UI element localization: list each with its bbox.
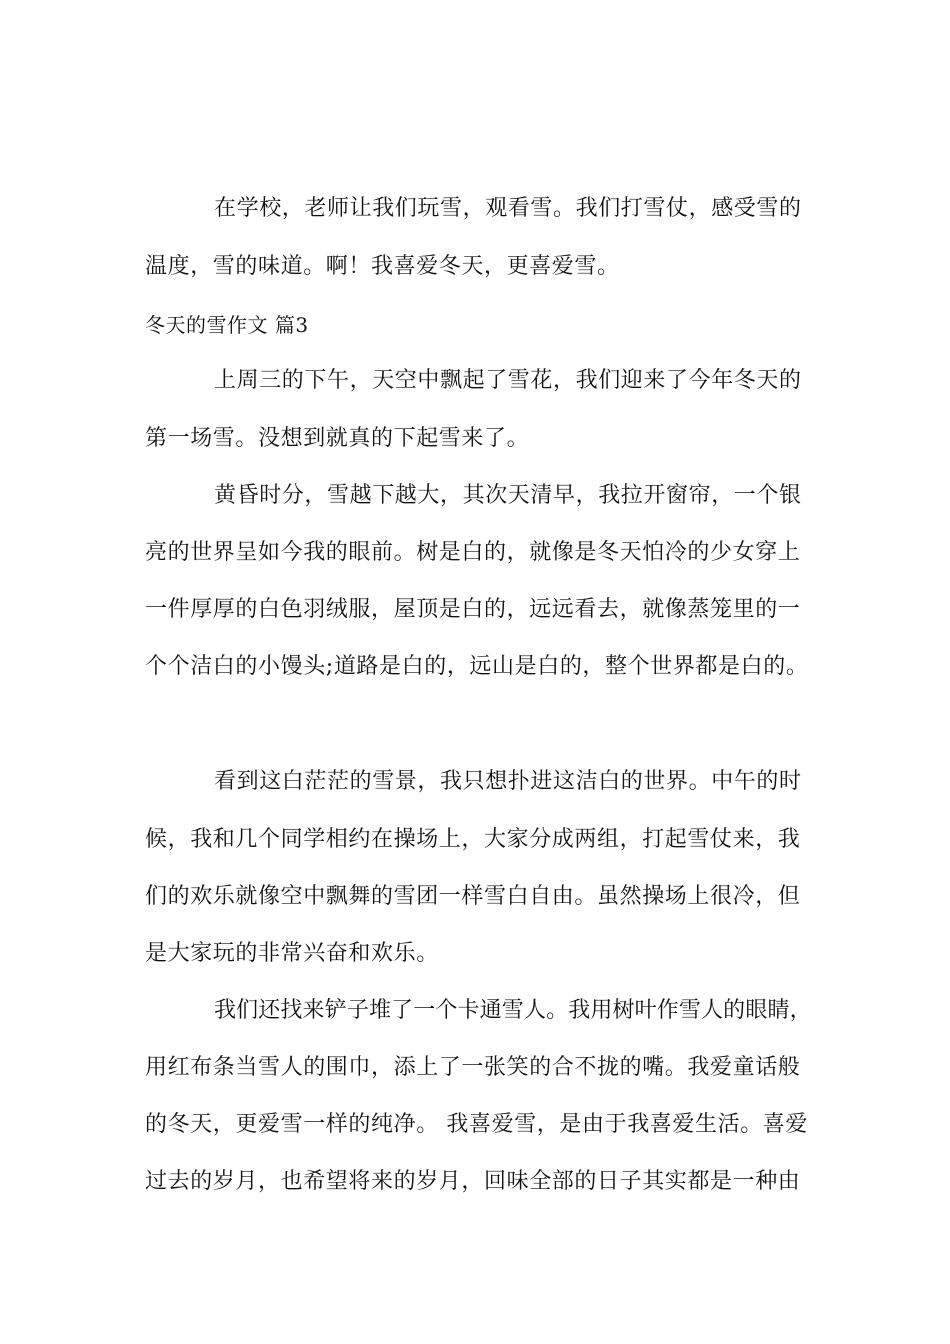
paragraph-line: 我们还找来铲子堆了一个卡通雪人。我用树叶作雪人的眼睛， <box>214 998 812 1023</box>
paragraph-line: 黄昏时分，雪越下越大，其次天清早，我拉开窗帘，一个银 <box>214 483 802 508</box>
paragraph-line: 亮的世界呈如今我的眼前。树是白的，就像是冬天怕冷的少女穿上 <box>145 540 801 565</box>
paragraph-line: 候，我和几个同学相约在操场上，大家分成两组，打起雪仗来，我 <box>145 827 801 852</box>
paragraph-line: 温度，雪的味道。啊！我喜爱冬天，更喜爱雪。 <box>145 254 620 279</box>
paragraph-line: 看到这白茫茫的雪景，我只想扑进这洁白的世界。中午的时 <box>214 769 802 794</box>
paragraph-line: 个个洁白的小馒头;道路是白的，远山是白的，整个世界都是白的。 <box>145 654 809 679</box>
paragraph-line: 是大家玩的非常兴奋和欢乐。 <box>145 941 439 966</box>
paragraph-line: 一件厚厚的白色羽绒服，屋顶是白的，远远看去，就像蒸笼里的一 <box>145 597 801 622</box>
paragraph-line: 第一场雪。没想到就真的下起雪来了。 <box>145 426 530 451</box>
section-heading: 冬天的雪作文 篇3 <box>145 313 309 337</box>
paragraph-line: 们的欢乐就像空中飘舞的雪团一样雪白自由。虽然操场上很冷，但 <box>145 884 801 909</box>
paragraph-line: 上周三的下午，天空中飘起了雪花，我们迎来了今年冬天的 <box>214 368 802 393</box>
paragraph-line: 在学校，老师让我们玩雪，观看雪。我们打雪仗，感受雪的 <box>214 196 802 221</box>
paragraph-line: 用红布条当雪人的围巾，添上了一张笑的合不拢的嘴。我爱童话般 <box>145 1055 801 1080</box>
paragraph-line: 的冬天，更爱雪一样的纯净。 我喜爱雪，是由于我喜爱生活。喜爱 <box>145 1112 808 1137</box>
paragraph-line: 过去的岁月，也希望将来的岁月，回味全部的日子其实都是一种由 <box>145 1169 801 1194</box>
